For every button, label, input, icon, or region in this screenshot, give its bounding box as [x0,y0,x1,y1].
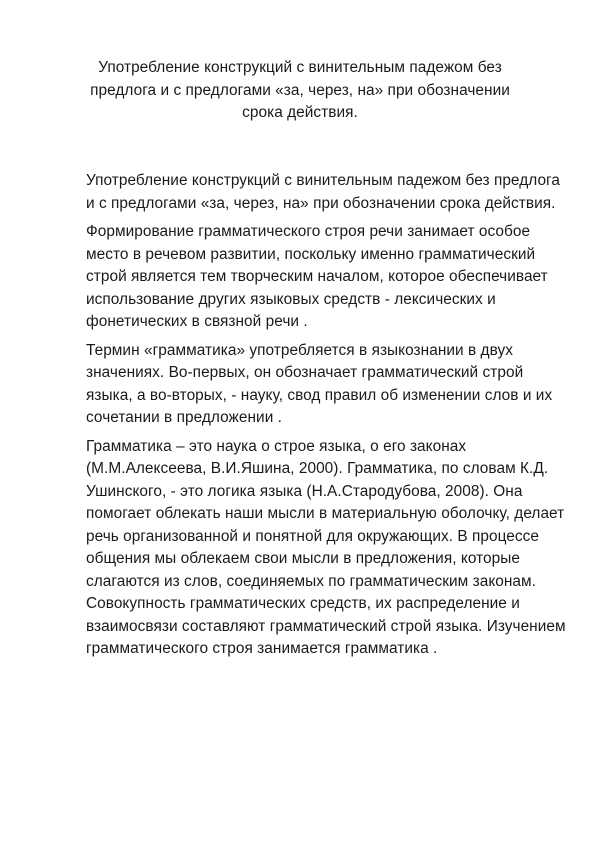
document-body [86,170,566,667]
paragraph-4: Грамматика – это наука о строе языка, о его законах (М.М.Алексеева, В.И.Яшина, 2000). Грамматика, по словам К.Д. Ушинского, - это логика языка (Н.А.Стародубова, 2008). Она помогает облекать наши мысли в материальную оболочку, делает речь организованной и понятной для окружающих. В процессе общения мы облекаем свои мысли в предложения, которые слагаются из слов, соединяемых по грамматическим законам. Совокупность грамматических средств, их распределение и взаимосвязи составляют грамматический строй языка. Изучением грамматического строя занимается грамматика . [86,437,566,657]
paragraph-2: Формирование грамматического строя речи занимает особое место в речевом развитии, поскольку именно грамматический строй является тем творческим началом, которое обеспечивает использование других языковых средств - лексических и фонетических в связной речи . [86,223,548,330]
paragraph-1: Употребление конструкций с винительным падежом без предлога и с предлогами «за, через, на» при обозначении срока действия. [86,172,560,212]
paragraph-3: Термин «грамматика» употребляется в языкознании в двух значениях. Во-первых, он обозначает грамматический строй языка, а во-вторых, - науку, свод правил об изменении слов и их сочетании в предложении . [86,341,553,426]
document-title: Употребление конструкций с винительным падежом без предлога и с предлогами «за, через, на» при обозначении срока действия. [90,59,510,121]
